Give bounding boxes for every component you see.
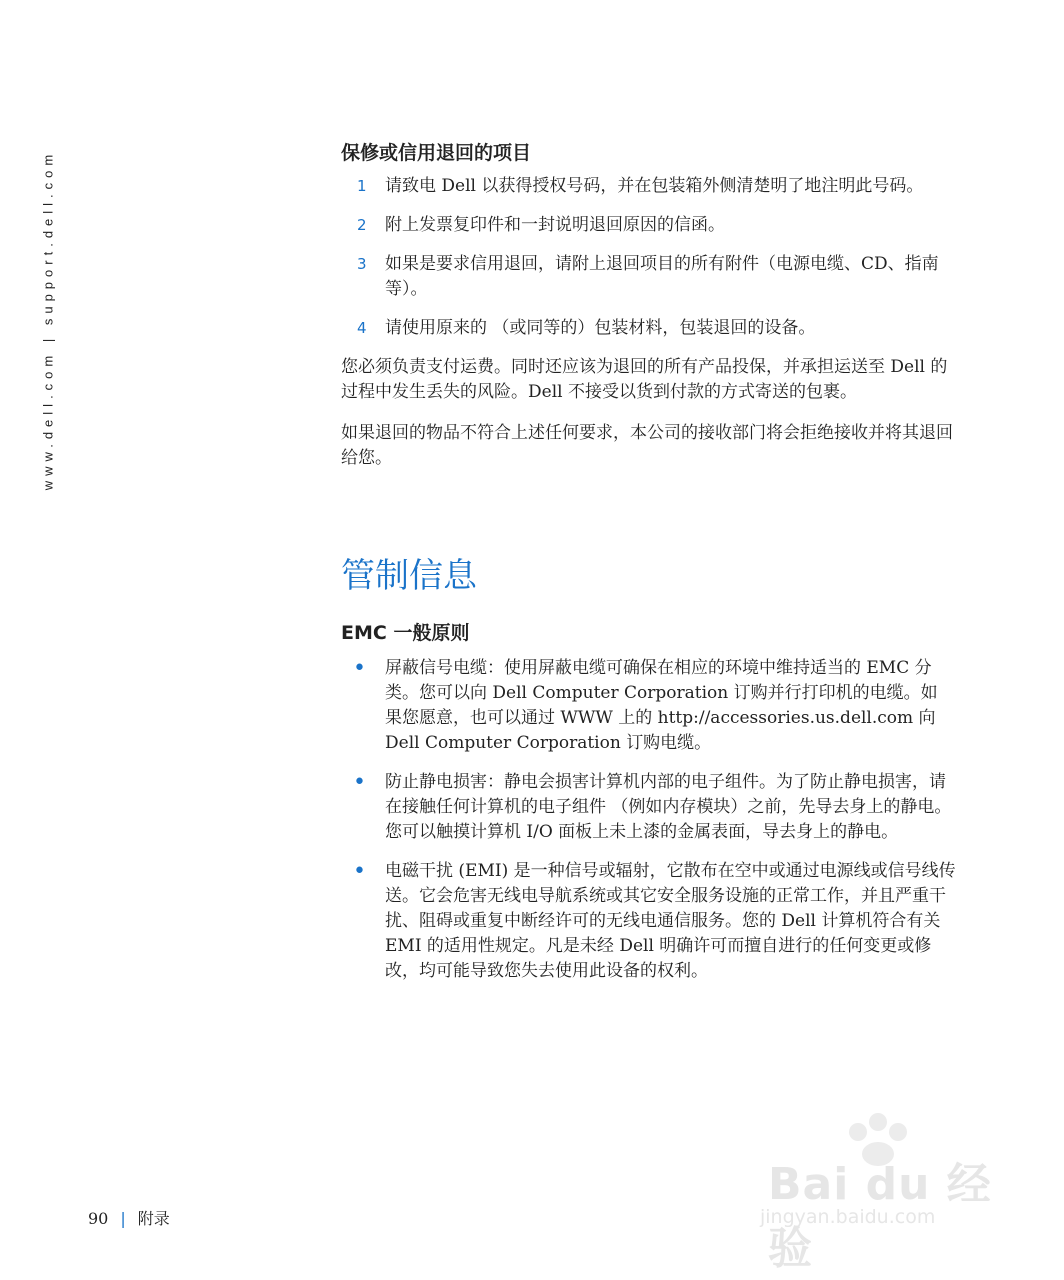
list-item [341, 770, 961, 845]
step-text: 请致电 Dell 以获得授权号码，并在包装箱外侧清楚明了地注明此号码。 [385, 176, 924, 196]
list-item [341, 656, 961, 756]
bullet-icon: • [353, 770, 366, 795]
list-item [341, 213, 961, 238]
rejection-paragraph: 如果退回的物品不符合上述任何要求，本公司的接收部门将会拒绝接收并将其退回给您。 [341, 423, 953, 468]
step-number: 4 [357, 319, 367, 337]
side-url [30, 150, 66, 490]
bullet-text: 屏蔽信号电缆：使用屏蔽电缆可确保在相应的环境中维持适当的 EMC 分类。您可以向 Dell Computer Corporation 订购并行打印机的电缆。如果您愿意，也可以通过 WWW 上的 http://accessories.us.dell.com 向 Dell Computer Corporation 订购电缆。 [385, 658, 938, 753]
side-url-text: www.dell.com | support.dell.com [40, 149, 56, 491]
page-number: 90 [88, 1209, 109, 1228]
watermark-url: jingyan.baidu.com [760, 1206, 936, 1228]
step-text: 请使用原来的 （或同等的）包装材料，包装退回的设备。 [385, 318, 816, 338]
watermark-brand: Bai du 经验 [768, 1159, 992, 1274]
footer-separator: | [120, 1209, 126, 1228]
footer-section: 附录 [137, 1209, 170, 1228]
list-item [341, 859, 961, 984]
section-title: 管制信息 [341, 556, 477, 596]
emc-subheading: EMC 一般原则 [341, 622, 470, 644]
step-number: 3 [357, 255, 367, 273]
baidu-watermark [740, 1110, 1010, 1274]
page-footer [88, 1206, 170, 1229]
return-heading: 保修或信用退回的项目 [341, 142, 532, 164]
list-item [341, 316, 961, 341]
step-number: 2 [357, 216, 367, 234]
bullet-text: 电磁干扰 (EMI) 是一种信号或辐射，它散布在空中或通过电源线或信号线传送。它会危害无线电导航系统或其它安全服务设施的正常工作，并且严重干扰、阻碍或重复中断经许可的无线电通信服务。您的 Dell 计算机符合有关 EMI 的适用性规定。凡是未经 Dell 明确许可而擅自进行的任何变更或修改，均可能导致您失去使用此设备的权利。 [385, 861, 956, 981]
step-text: 如果是要求信用退回，请附上退回项目的所有附件（电源电缆、CD、指南等）。 [385, 254, 939, 299]
list-item [341, 252, 961, 302]
return-section [341, 140, 961, 471]
list-item [341, 174, 961, 199]
step-number: 1 [357, 177, 367, 195]
shipping-paragraph: 您必须负责支付运费。同时还应该为退回的所有产品投保，并承担运送至 Dell 的过程中发生丢失的风险。Dell 不接受以货到付款的方式寄送的包裹。 [341, 357, 948, 402]
bullet-text: 防止静电损害：静电会损害计算机内部的电子组件。为了防止静电损害，请在接触任何计算机的电子组件 （例如内存模块）之前，先导去身上的静电。您可以触摸计算机 I/O 面板上未上漆的金属表面，导去身上的静电。 [385, 772, 952, 842]
bullet-icon: • [353, 859, 366, 884]
return-steps [341, 174, 961, 341]
bullet-icon: • [353, 656, 366, 681]
emc-bullets [341, 656, 961, 984]
step-text: 附上发票复印件和一封说明退回原因的信函。 [385, 215, 725, 235]
regulatory-section [341, 554, 961, 984]
